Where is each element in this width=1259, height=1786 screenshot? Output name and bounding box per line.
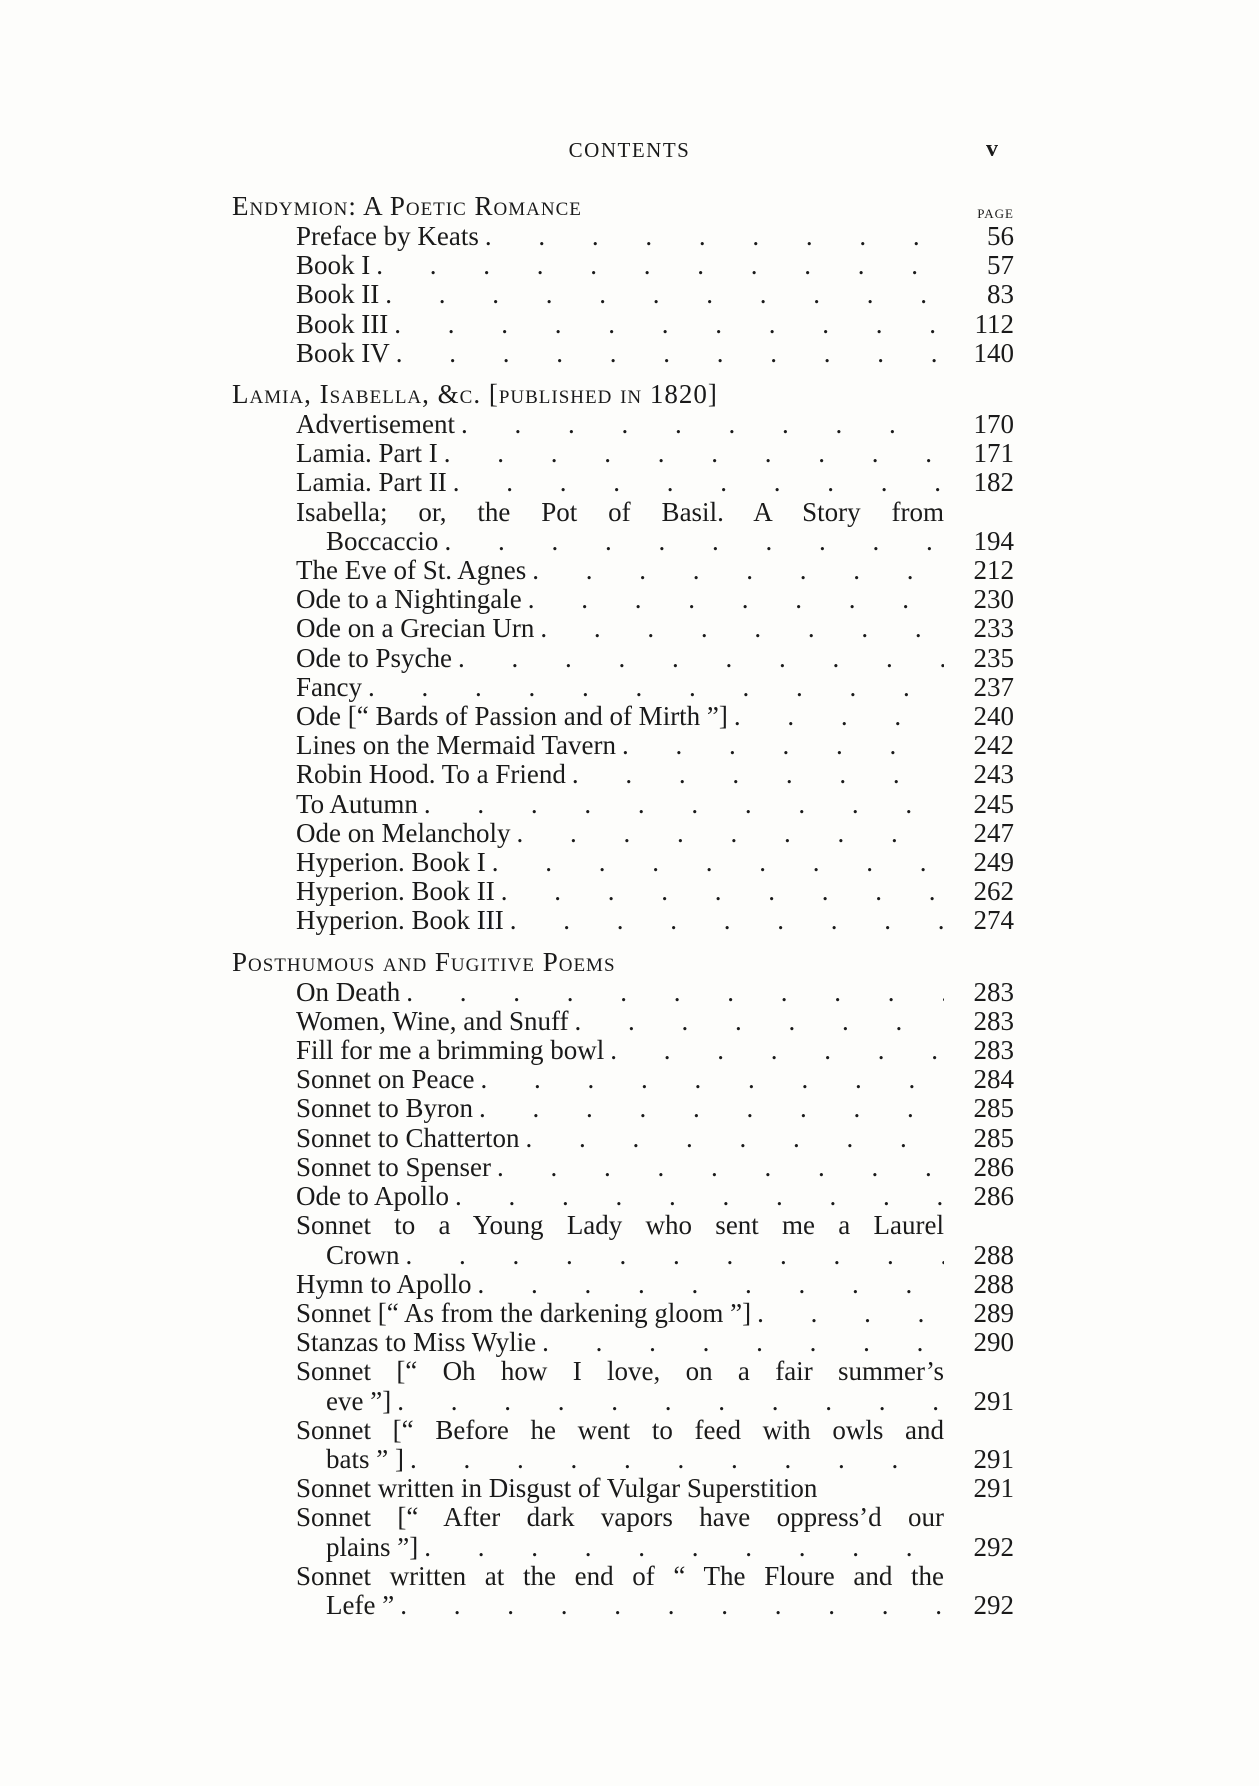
entry-title: Isabella; or, the Pot of Basil. A Story from [296, 496, 944, 527]
dot-leader [458, 644, 944, 673]
toc-entry [232, 1416, 1014, 1474]
entry-title: Book III [296, 308, 389, 339]
entry-page-number: 83 [987, 279, 1014, 310]
dot-leader [400, 1591, 944, 1620]
toc-entry [232, 1211, 1014, 1269]
entry-title-continuation: bats ” ] [326, 1443, 404, 1474]
dot-leader [376, 251, 944, 280]
toc-entry [232, 1124, 1014, 1153]
entry-title-continuation: Boccaccio [326, 525, 439, 556]
dot-leader [532, 556, 944, 585]
section-title: Endymion: A Poetic Romance [232, 191, 582, 221]
entry-title: Sonnet written at the end of “ The Floure and the [296, 1560, 944, 1591]
entry-page-number: 245 [973, 788, 1014, 819]
dot-leader [368, 673, 944, 702]
dot-leader [478, 1270, 944, 1299]
entry-title: Sonnet on Peace [296, 1064, 475, 1095]
toc-entry [232, 819, 1014, 848]
entry-title: Sonnet to Spenser [296, 1151, 491, 1182]
entry-page-number: 247 [973, 817, 1014, 848]
toc-entry [232, 310, 1014, 339]
entry-page-number: 170 [973, 409, 1014, 440]
entry-title: Hyperion. Book I [296, 847, 486, 878]
entry-page-number: 194 [973, 525, 1014, 556]
toc-entry [232, 1357, 1014, 1415]
toc-entry [232, 1007, 1014, 1036]
toc-entry [232, 410, 1014, 439]
entry-page-number: 286 [973, 1181, 1014, 1212]
entry-title-continuation: plains ”] [326, 1531, 419, 1562]
entry-title: The Eve of St. Agnes [296, 555, 527, 586]
toc-entry [232, 614, 1014, 643]
entry-page-number: 237 [973, 671, 1014, 702]
entry-page-number: 291 [973, 1443, 1014, 1474]
entry-page-number: 212 [973, 555, 1014, 586]
dot-leader [610, 1036, 944, 1065]
toc-entry [232, 1328, 1014, 1357]
entry-page-number: 242 [973, 730, 1014, 761]
entry-page-number: 289 [973, 1297, 1014, 1328]
dot-leader [397, 1387, 944, 1416]
entry-title: Advertisement [296, 409, 455, 440]
page-folio: v [986, 136, 998, 162]
toc-entry [232, 1065, 1014, 1094]
entry-title: Ode on Melancholy [296, 817, 511, 848]
entry-title: Hymn to Apollo [296, 1268, 472, 1299]
toc-entry [232, 1299, 1014, 1328]
toc-entry [232, 251, 1014, 280]
toc-entry [232, 222, 1014, 251]
entry-page-number: 290 [973, 1327, 1014, 1358]
entry-title: Fancy [296, 671, 362, 702]
toc-entry [232, 644, 1014, 673]
dot-leader [394, 310, 944, 339]
toc-entry [232, 1270, 1014, 1299]
entry-title: Ode to a Nightingale [296, 584, 522, 615]
entry-page-number: 112 [974, 308, 1014, 339]
entry-title: Robin Hood. To a Friend [296, 759, 566, 790]
section-heading [232, 190, 1014, 222]
toc-entry [232, 280, 1014, 309]
entry-page-number: 274 [973, 905, 1014, 936]
entry-title: Sonnet to Chatterton [296, 1122, 520, 1153]
entry-title: On Death [296, 976, 401, 1007]
toc-entry [232, 439, 1014, 468]
entry-title: Ode [“ Bards of Passion and of Mirth ”] [296, 701, 728, 732]
toc-entry [232, 1562, 1014, 1620]
entry-title: Book IV [296, 337, 390, 368]
entry-page-number: 288 [973, 1268, 1014, 1299]
entry-page-number: 56 [987, 221, 1014, 251]
toc-entry [232, 673, 1014, 702]
dot-leader [385, 280, 944, 309]
dot-leader [516, 819, 944, 848]
entry-page-number: 57 [987, 250, 1014, 281]
toc-entry [232, 731, 1014, 760]
dot-leader [485, 222, 944, 251]
entry-page-number: 291 [973, 1473, 1014, 1504]
page-column-label: PAGE [977, 206, 1014, 221]
entry-page-number: 288 [973, 1239, 1014, 1270]
toc-entry [232, 1153, 1014, 1182]
dot-leader [497, 1153, 944, 1182]
dot-leader [542, 1328, 944, 1357]
toc-entry [232, 1094, 1014, 1123]
entry-title: Sonnet [“ After dark vapors have oppress’d our [296, 1502, 944, 1533]
entry-title: Women, Wine, and Snuff [296, 1005, 569, 1036]
dot-leader [406, 1241, 945, 1270]
entry-title: Sonnet [“ As from the darkening gloom ”] [296, 1297, 752, 1328]
dot-leader [528, 585, 944, 614]
entry-page-number: 243 [973, 759, 1014, 790]
dot-leader [540, 614, 944, 643]
toc-entry [232, 1036, 1014, 1065]
entry-title: Book I [296, 250, 371, 281]
dot-leader [453, 468, 944, 497]
toc-entry [232, 468, 1014, 497]
entry-title: Ode to Apollo [296, 1181, 449, 1212]
entry-page-number: 283 [973, 1035, 1014, 1066]
entry-page-number: 284 [973, 1064, 1014, 1095]
entry-page-number: 182 [973, 467, 1014, 498]
entry-title: Lamia. Part I [296, 438, 438, 469]
dot-leader [622, 731, 944, 760]
toc-entry [232, 760, 1014, 789]
entry-page-number: 285 [973, 1122, 1014, 1153]
toc-entry [232, 1474, 1014, 1503]
dot-leader [410, 1445, 944, 1474]
entry-page-number: 140 [973, 337, 1014, 368]
toc-entry [232, 1182, 1014, 1211]
entry-title: Ode on a Grecian Urn [296, 613, 535, 644]
toc-entry [232, 978, 1014, 1007]
dot-leader [461, 410, 944, 439]
entry-title: Hyperion. Book II [296, 876, 495, 907]
dot-leader [757, 1299, 944, 1328]
entry-title: Lines on the Mermaid Tavern [296, 730, 617, 761]
entry-page-number: 292 [973, 1531, 1014, 1562]
toc-entry [232, 339, 1014, 368]
entry-title: Sonnet to Byron [296, 1093, 474, 1124]
entry-title: Lamia. Part II [296, 467, 447, 498]
entry-page-number: 171 [973, 438, 1014, 469]
dot-leader [572, 760, 944, 789]
dot-leader [501, 877, 944, 906]
entry-title: Hyperion. Book III [296, 905, 504, 936]
running-head: CONTENTS [568, 138, 691, 162]
toc-entry [232, 790, 1014, 819]
entry-page-number: 291 [973, 1385, 1014, 1416]
toc-entry [232, 906, 1014, 935]
entry-title: Ode to Psyche [296, 642, 452, 673]
entry-page-number: 262 [973, 876, 1014, 907]
entry-title: Preface by Keats [296, 221, 479, 251]
section-title: Posthumous and Fugitive Poems [232, 946, 616, 977]
dot-leader [424, 1533, 944, 1562]
toc-entry [232, 1503, 1014, 1561]
toc-entry [232, 498, 1014, 556]
dot-leader [574, 1007, 944, 1036]
section-heading [232, 378, 1014, 410]
dot-leader [444, 439, 944, 468]
entry-page-number: 235 [973, 642, 1014, 673]
entry-title: Sonnet written in Disgust of Vulgar Superstition [296, 1473, 818, 1504]
entry-title-continuation: Lefe ” [326, 1589, 395, 1620]
entry-title: Sonnet [“ Before he went to feed with owls and [296, 1414, 944, 1445]
dot-leader [492, 848, 944, 877]
dot-leader [406, 978, 944, 1007]
entry-page-number: 283 [973, 976, 1014, 1007]
section-heading [232, 946, 1014, 978]
entry-page-number: 230 [973, 584, 1014, 615]
entry-page-number: 240 [973, 701, 1014, 732]
toc-entry [232, 702, 1014, 731]
entry-title-continuation: Crown [326, 1239, 400, 1270]
dot-leader [455, 1182, 944, 1211]
entry-title: Fill for me a brimming bowl [296, 1035, 605, 1066]
entry-page-number: 283 [973, 1005, 1014, 1036]
entry-title: Book II [296, 279, 380, 310]
table-of-contents [232, 190, 1014, 1620]
entry-title: Stanzas to Miss Wylie [296, 1327, 537, 1358]
toc-entry [232, 585, 1014, 614]
entry-page-number: 286 [973, 1151, 1014, 1182]
entry-title: Sonnet to a Young Lady who sent me a Laurel [296, 1210, 944, 1241]
entry-title: Sonnet [“ Oh how I love, on a fair summer’s [296, 1356, 944, 1387]
section-title: Lamia, Isabella, &c. [published in 1820] [232, 379, 718, 410]
entry-title-continuation: eve ”] [326, 1385, 392, 1416]
dot-leader [424, 790, 944, 819]
dot-leader [479, 1094, 944, 1123]
entry-page-number: 249 [973, 847, 1014, 878]
dot-leader [396, 339, 944, 368]
dot-leader [480, 1065, 944, 1094]
dot-leader [734, 702, 944, 731]
entry-page-number: 233 [973, 613, 1014, 644]
toc-entry [232, 848, 1014, 877]
entry-title: To Autumn [296, 788, 418, 819]
toc-entry [232, 877, 1014, 906]
entry-page-number: 292 [973, 1589, 1014, 1620]
dot-leader [444, 527, 944, 556]
entry-page-number: 285 [973, 1093, 1014, 1124]
dot-leader [525, 1124, 944, 1153]
toc-entry [232, 556, 1014, 585]
dot-leader [510, 906, 944, 935]
